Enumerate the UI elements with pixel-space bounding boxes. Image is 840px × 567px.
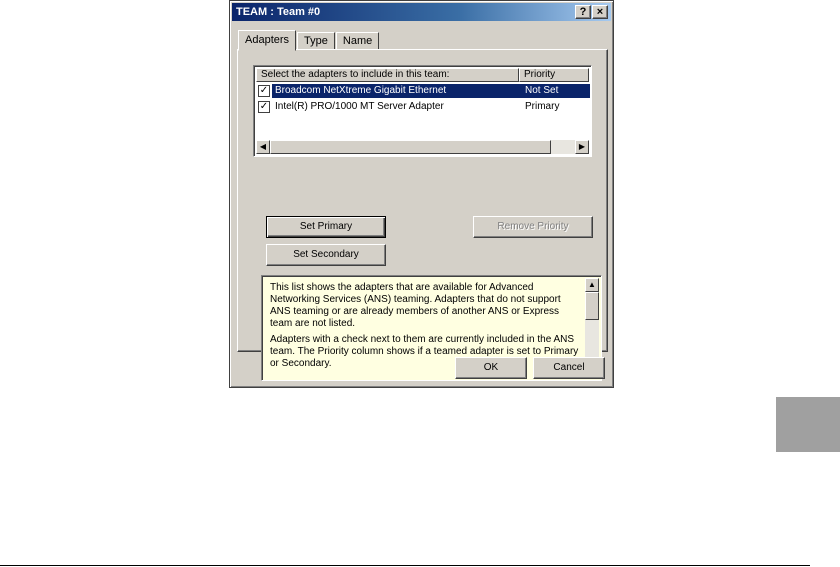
- adapter-priority: Primary: [525, 101, 560, 112]
- page-bottom-rule: [0, 565, 810, 566]
- adapter-checkbox[interactable]: ✓: [259, 101, 269, 112]
- page-edge-tab: [776, 397, 840, 452]
- set-secondary-button[interactable]: Set Secondary: [266, 244, 386, 266]
- column-header-adapter[interactable]: Select the adapters to include in this team:: [256, 68, 519, 82]
- info-paragraph: Adapters with a check next to them are currently included in the ANS team. The Priority column shows if a teamed adapter is set to Primary or Secondary.: [270, 334, 579, 369]
- cancel-button[interactable]: Cancel: [533, 357, 605, 379]
- tab-adapters[interactable]: Adapters: [238, 30, 296, 51]
- window-title: TEAM : Team #0: [236, 6, 321, 18]
- scroll-right-icon[interactable]: ▶: [575, 140, 589, 154]
- scroll-left-icon[interactable]: ◀: [256, 140, 270, 154]
- scroll-up-icon[interactable]: ▲: [585, 278, 599, 292]
- vertical-scroll-thumb[interactable]: [585, 292, 599, 320]
- close-button[interactable]: ×: [592, 5, 608, 19]
- adapter-name: Broadcom NetXtreme Gigabit Ethernet: [275, 85, 447, 96]
- ok-button[interactable]: OK: [455, 357, 527, 379]
- list-header: [256, 68, 589, 82]
- title-bar[interactable]: [232, 3, 611, 21]
- horizontal-scroll-thumb[interactable]: [270, 140, 551, 154]
- adapter-checkbox[interactable]: ✓: [259, 85, 269, 96]
- team-dialog: [229, 0, 614, 388]
- adapter-priority: Not Set: [525, 85, 559, 96]
- list-item[interactable]: [257, 83, 590, 99]
- set-primary-button[interactable]: Set Primary: [266, 216, 386, 238]
- info-paragraph: This list shows the adapters that are available for Advanced Networking Services (ANS) teaming. Adapters that do not support ANS teaming or are already members of another ANS or Express team are not listed.: [270, 282, 561, 329]
- adapter-name: Intel(R) PRO/1000 MT Server Adapter: [275, 101, 444, 112]
- column-header-priority[interactable]: Priority: [519, 68, 589, 82]
- tab-name[interactable]: Name: [336, 32, 379, 50]
- list-item[interactable]: [257, 99, 590, 115]
- horizontal-scrollbar[interactable]: [256, 140, 589, 154]
- remove-priority-button[interactable]: Remove Priority: [473, 216, 593, 238]
- tab-type[interactable]: Type: [297, 32, 335, 50]
- adapter-list[interactable]: [253, 65, 592, 157]
- tab-strip: [238, 30, 380, 50]
- help-button[interactable]: ?: [575, 5, 591, 19]
